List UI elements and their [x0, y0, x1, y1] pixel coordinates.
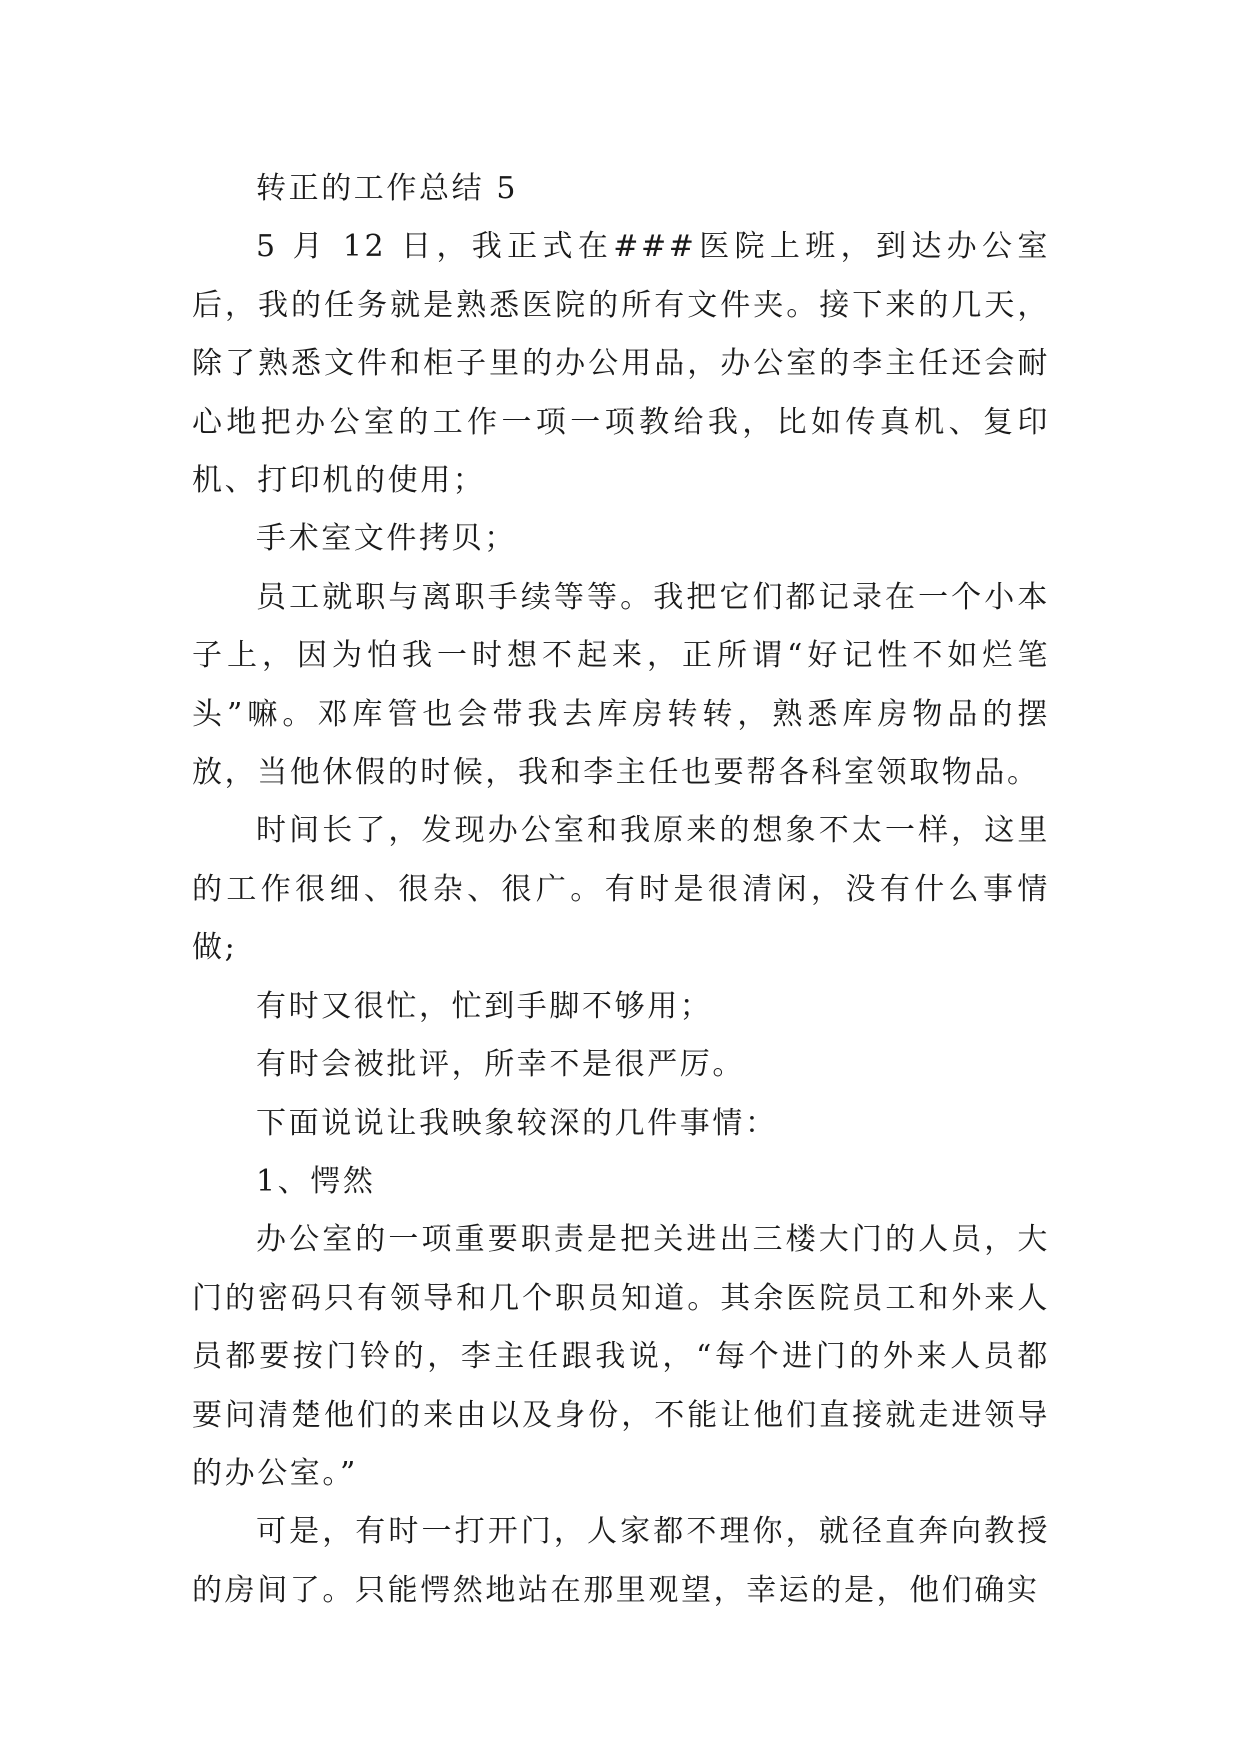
paragraph: 有时又很忙，忙到手脚不够用； — [256, 988, 713, 1024]
paragraph: 下面说说让我映象较深的几件事情： — [256, 1105, 778, 1141]
document-title: 转正的工作总结 5 — [256, 171, 519, 206]
paragraph: 员工就职与离职手续等等。我把它们都记录在一个小本子上，因为怕我一时想不起来，正所谓“好记性不如烂笔头”嘛。邓库管也会带我去库房转转，熟悉库房物品的摆放，当他休假的时候，我和李主任也要帮各科室领取物品。 — [192, 579, 1050, 791]
paragraph: 时间长了，发现办公室和我原来的想象不太一样，这里的工作很细、很杂、很广。有时是很清闲，没有什么事情做; — [192, 813, 1050, 966]
paragraph: 可是，有时一打开门，人家都不理你，就径直奔向教授的房间了。只能愕然地站在那里观望，幸运的是，他们确实 — [192, 1514, 1050, 1608]
document-body — [192, 160, 1050, 1620]
paragraph: 5 月 12 日，我正式在###医院上班，到达办公室后，我的任务就是熟悉医院的所有文件夹。接下来的几天，除了熟悉文件和柜子里的办公用品，办公室的李主任还会耐心地把办公室的工作一项一项教给我，比如传真机、复印机、打印机的使用； — [192, 229, 1050, 499]
section-heading: 1、愕然 — [256, 1163, 376, 1199]
paragraph: 有时会被批评，所幸不是很严厉。 — [256, 1047, 745, 1083]
paragraph: 办公室的一项重要职责是把关进出三楼大门的人员，大门的密码只有领导和几个职员知道。其余医院员工和外来人员都要按门铃的，李主任跟我说，“每个进门的外来人员都要问清楚他们的来由以及身份，不能让他们直接就走进领导的办公室。” — [192, 1222, 1050, 1491]
paragraph: 手术室文件拷贝； — [256, 521, 517, 557]
